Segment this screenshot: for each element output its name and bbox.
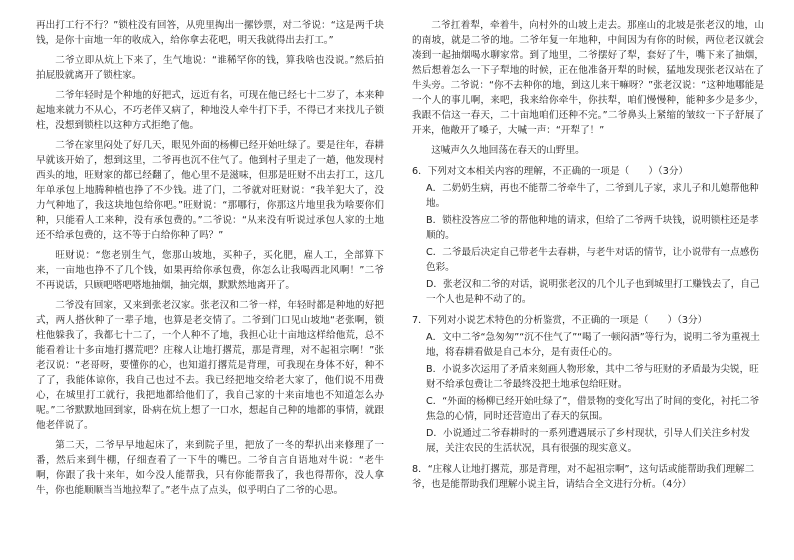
question-6 <box>412 164 764 307</box>
story-paragraph-5: 旺财说：“您老别生气，您那山坡地，买种子，买化肥，雇人工，全部算下来，一亩地也挣不了几个钱，如果再给你承包费，你怎么让我喝西北风啊！”二爷不再说话，只顾吧嗒吧嗒地抽烟，抽完烟，默默然地离开了。 <box>36 250 384 291</box>
question-6-option-c: C．二爷最后决定自己带老牛去春耕，与老牛对话的情节，让小说带有一点感伤色彩。 <box>426 247 759 273</box>
question-6-option-a: A．二奶奶生病，再也不能帮二爷牵牛了，二爷到儿子家，求儿子和儿媳帮他种地。 <box>426 183 759 209</box>
story-paragraph-9: 这喊声久久地回荡在春天的山野里。 <box>431 145 585 156</box>
question-6-option-b: B．锁柱没答应二爷的帮他种地的请求，但给了二爷两千块钱，说明锁柱还是孝顺的。 <box>426 215 759 241</box>
question-7-prompt: 7．下列对小说艺术特色的分析鉴赏，不正确的一项是（ ）（3分） <box>412 315 708 326</box>
story-paragraph-2: 二爷立即从炕上下来了，生气地说：“谁稀罕你的钱，算我啥也没说。”然后拍拍屁股就离开了锁柱家。 <box>36 55 384 81</box>
question-7-option-d: D．小说通过二爷春耕时的一系列遭遇展示了乡村现状，引导人们关注乡村发展，关注农民的生活状况，具有很强的现实意义。 <box>426 428 750 454</box>
story-paragraph-1: 再出打工行不行？”锁柱没有回答，从兜里掏出一摞钞票，对二爷说：“这是两千块钱，是你十亩地一年的收成入，给你拿去花吧，明天我就得出去打工。” <box>36 20 384 46</box>
story-paragraph-7: 第二天，二爷早早地起床了，来到院子里，把放了一冬的犁扒出来修理了一番，然后来到牛棚，仔细查看了一下牛的嘴巴。二爷自言自语地对牛说：“老牛啊，你跟了我十来年，如今没人能帮我，只有你能帮我了，我也得帮你，没人拿牛，你也能顺顺当当地拉犁了。”老牛点了点头，似乎明白了二爷的心思。 <box>36 440 384 496</box>
story-paragraph-6: 二爷没有回家，又来到张老汉家。张老汉和二爷一样，年轻时都是种地的好把式，两人搭伙种了一辈子地，也算是老交情了。二爷到门口见山坡地“老张啊，锁柱他躲我了，我都七十二了，一个人种不了地，我担心让十亩地这样给他荒，总不能看着让十多亩地打撂荒吧？庄稼人让地打撂荒，那是背理，对不起祖宗啊！”张老汉说：“老哥呀，要懂你的心，也知道打撂荒是背理，可我现在身体不好，种不了了，我能体谅你，我自己也过不去。我已经把地交给老大家了，他们说不用费心，在城里打工就行，我把地都给他们了，我自己家的十来亩地也不知道怎么办呢。”二爷默默地回到家，卧病在炕上想了一口水，想起自己种的地都的事情，就跟他老伴说了。 <box>36 300 384 431</box>
question-7-option-a: A．文中二爷“急匆匆”“沉不住气了”“喝了一顿闷酒”等行为，说明二爷为重视土地，将春耕看做是自己本分，是有责任心的。 <box>426 332 760 358</box>
story-paragraph-8: 二爷扛着犁，牵着牛，向村外的山坡上走去。那座山的北坡是张老汉的地，山的南坡，就是二爷的地。二爷年复一年地种，中间因为有你的时候，两位老汉就会凑到一起抽烟喝水聊家常。到了地里，二爷摆好了犁，套好了牛，嘴下来了抽烟，然后想着怎么一下子犁地的时候，正在他准备开犁的时候，猛地发现张老汉站在了牛头旁。二爷说：“你不去种你的地，到这儿来干嘛呀？”张老汉说：“这种地哪能是一个人的事儿啊，来吧，我来给你牵牛，你扶犁，咱们慢慢种，能种多少是多少，我跟不信这一春天，二十亩地咱们还种不完。”二爷鼻头上紧缩的皱纹一下子舒展了开来，他敞开了嗓子，大喊一声：“开犁了！” <box>412 20 764 136</box>
question-8-prompt: 8．“庄稼人让地打撂荒，那是背理，对不起祖宗啊”，这句话或能帮助我们理解二爷，也是能帮助我们理解小说主旨，请结合全文进行分析。（4分） <box>412 464 755 490</box>
question-8 <box>412 462 764 492</box>
story-paragraph-3: 二爷年轻时是个种地的好把式，远近有名，可现在他已经七十二岁了，本来种起地来就力不从心，不巧老伴又病了，种地没人牵牛打下手，不得已才来找儿子锁柱，没想到锁柱以这种方式拒绝了他。 <box>36 90 384 131</box>
question-7-option-c: C．“外面的杨柳已经开始吐绿了”，借景物的变化写出了时间的变化，衬托二爷焦急的心情，同时还营造出了春天的氛围。 <box>426 396 760 422</box>
left-column <box>36 18 384 503</box>
story-paragraph-4: 二爷在家里闷处了好几天，眼见外面的杨柳已经开始吐绿了。要是往年，春耕早就该开始了，想到这里，二爷再也沉不住气了。他到村子里走了一趟，他发现村西头的地，旺财家的都已经翻了，他心里不是滋味，但那是旺财不出去打工，这几年单承包上地腾种植也挣了不少钱。进了门，二爷就对旺财说：“我羊犯大了，没力气种地了，我这块地包给你吧。”旺财说：“那哪行，你那这片地里我为啥要你们种，只能看人工来种，没有承包费的。”二爷说：“从来没有听说过承包人家的土地还不给承包费的，这不等于白给你种了吗？” <box>36 140 384 241</box>
question-6-prompt: 6．下列对文本相关内容的理解，不正确的一项是（ ）（3分） <box>412 166 689 177</box>
question-6-option-d: D．张老汉和二爷的对话，说明张老汉的几个儿子也到城里打工赚钱去了，自己一个人也是种不动了的。 <box>426 279 760 305</box>
question-7 <box>412 313 764 456</box>
question-7-option-b: B．小说多次运用了矛盾来刻画人物形象，其中二爷与旺财的矛盾最为尖锐，旺财不给承包费让二爷最终没把土地承包给旺财。 <box>426 364 759 390</box>
right-column <box>412 18 764 494</box>
